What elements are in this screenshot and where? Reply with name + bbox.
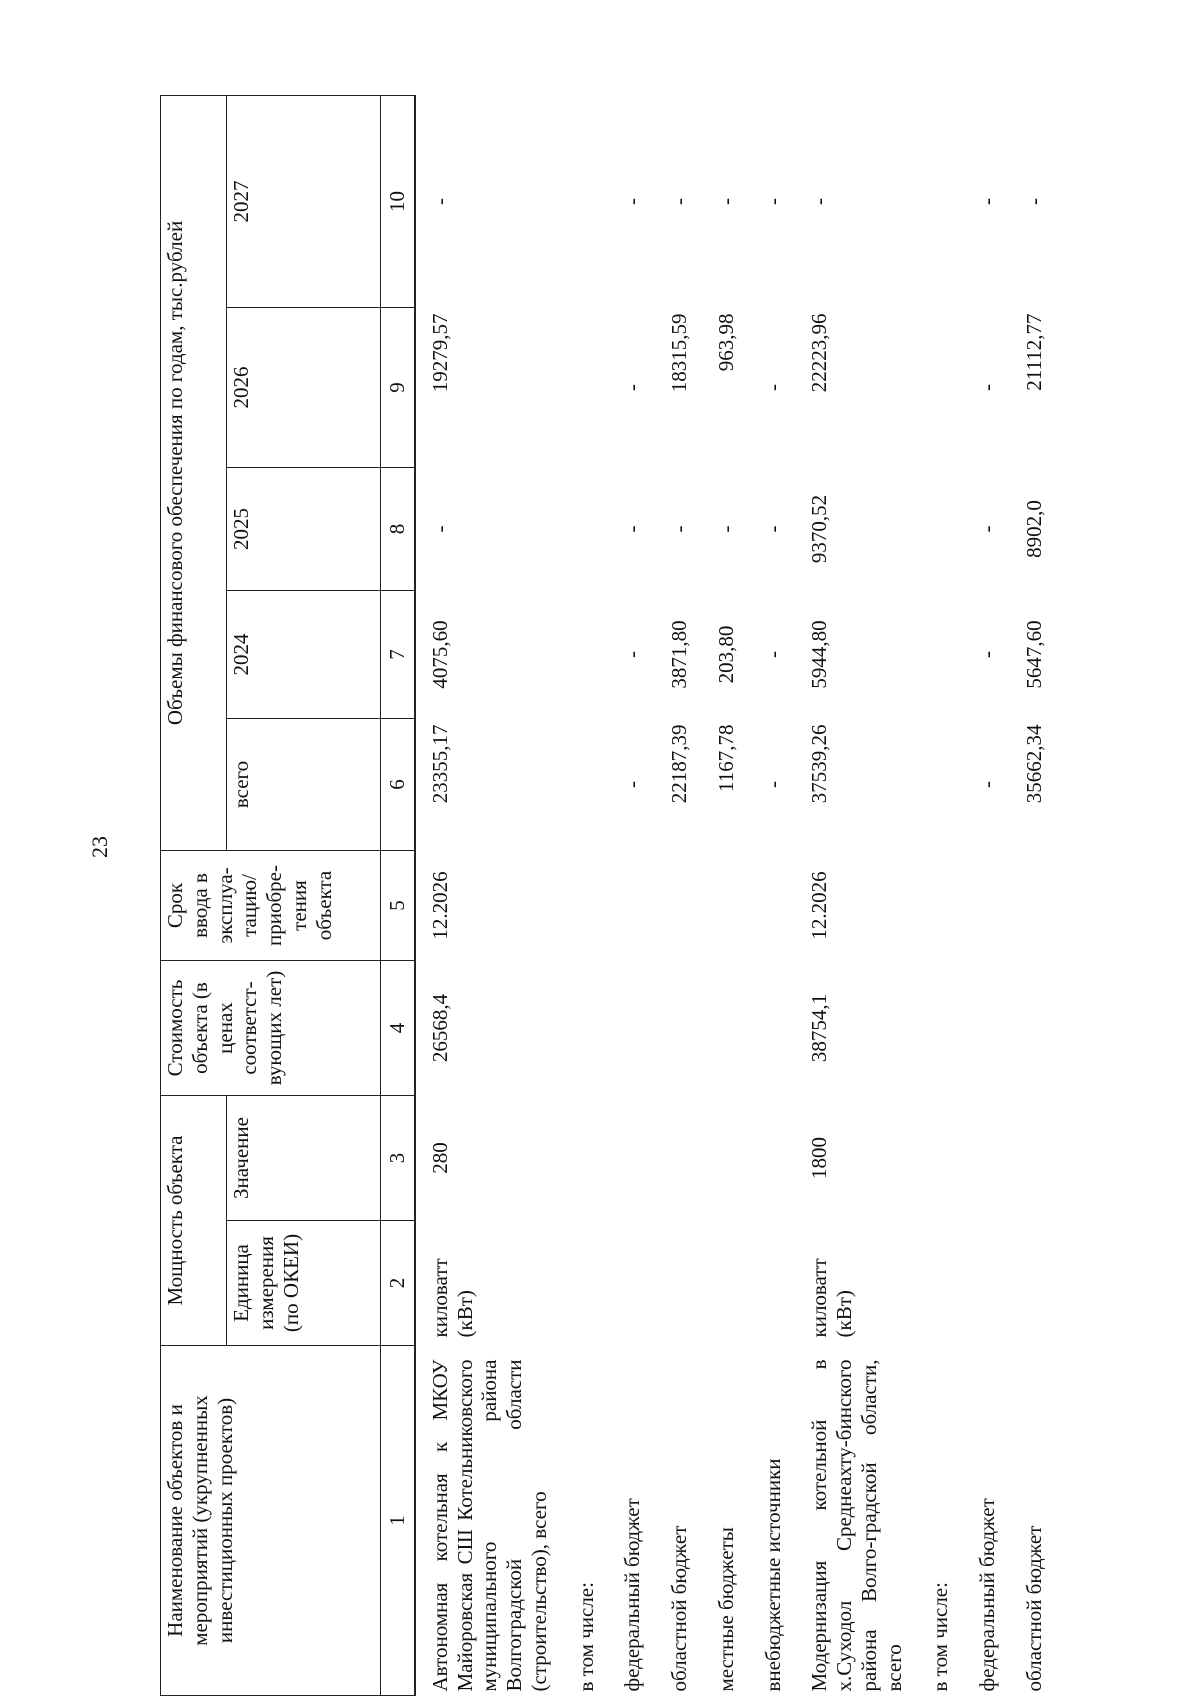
- row-2027: -: [1022, 197, 1047, 205]
- row-value: [600, 1096, 647, 1221]
- row-cost: [908, 961, 955, 1096]
- row-total: -: [620, 781, 645, 788]
- header-year-2027: 2027: [227, 95, 381, 307]
- row-cost: [955, 961, 1002, 1096]
- header-cost: Стоимость объекта (в ценах соответст-вующих лет): [161, 961, 381, 1096]
- row-total: 35662,34: [1022, 724, 1047, 804]
- row-name: в том числе:: [573, 1582, 598, 1692]
- row-2026: -: [760, 384, 785, 391]
- row-2024: 4075,60: [427, 620, 452, 689]
- row-name: местные бюджеты: [713, 1527, 738, 1692]
- row-2024: -: [760, 651, 785, 658]
- row-2026: 18315,59: [667, 313, 692, 393]
- row-date: [647, 851, 694, 961]
- row-2025: -: [427, 525, 452, 533]
- row-name: федеральный бюджет: [975, 1498, 1000, 1692]
- row-value: [955, 1096, 1002, 1221]
- row-unit: [600, 1221, 647, 1346]
- row-value: [741, 1096, 788, 1221]
- row-unit: [647, 1221, 694, 1346]
- row-cost: [600, 961, 647, 1096]
- row-2025: 9370,52: [807, 494, 832, 564]
- table-row-extrabudgetary: [741, 95, 788, 1695]
- row-2026: [554, 308, 601, 468]
- row-date: [694, 851, 741, 961]
- table-row-federal: [955, 95, 1002, 1695]
- page-number: 23: [87, 836, 112, 858]
- row-2025: [554, 468, 601, 591]
- row-date: [1002, 851, 1049, 961]
- row-name: областной бюджет: [667, 1525, 692, 1692]
- row-name: в том числе:: [928, 1582, 953, 1692]
- row-2024: -: [620, 651, 645, 658]
- row-name: внебюджетные источники: [760, 1458, 785, 1692]
- header-capacity: Мощность объекта: [161, 1096, 227, 1346]
- row-2024: [908, 591, 955, 719]
- row-2026: 963,98: [713, 313, 738, 372]
- header-name: Наименование объектов и мероприятий (укрупненных инвестиционных проектов): [161, 1346, 381, 1696]
- row-cost: [1002, 961, 1049, 1096]
- header-value: Значение: [227, 1096, 381, 1221]
- row-date: [600, 851, 647, 961]
- column-number: 6: [381, 719, 415, 851]
- column-number: 3: [381, 1096, 415, 1221]
- column-number: 7: [381, 591, 415, 719]
- row-unit: [908, 1221, 955, 1346]
- row-2027: -: [427, 197, 452, 205]
- row-2025: -: [975, 525, 1000, 533]
- row-2027: -: [620, 197, 645, 205]
- row-value: [647, 1096, 694, 1221]
- row-name: федеральный бюджет: [620, 1498, 645, 1692]
- header-year-2025: 2025: [227, 468, 381, 591]
- row-2027: -: [713, 197, 738, 205]
- header-year-2026: 2026: [227, 308, 381, 468]
- row-unit: [554, 1221, 601, 1346]
- row-total: [908, 719, 955, 851]
- row-value: [554, 1096, 601, 1221]
- row-cost: [554, 961, 601, 1096]
- row-value: 280: [427, 1142, 452, 1174]
- row-2024: 203,80: [713, 625, 738, 684]
- row-name: областной бюджет: [1022, 1525, 1047, 1692]
- row-date: [741, 851, 788, 961]
- column-number-row: [381, 95, 415, 1695]
- row-2024: 5647,60: [1022, 620, 1047, 689]
- row-total: -: [975, 781, 1000, 788]
- row-2027: -: [975, 197, 1000, 205]
- row-total: 23355,17: [427, 724, 452, 804]
- row-2025: -: [713, 525, 738, 533]
- column-number: 5: [381, 851, 415, 961]
- header-year-2024: 2024: [227, 591, 381, 719]
- row-date: [955, 851, 1002, 961]
- table-row-regional: [1002, 95, 1049, 1695]
- header-commission: Срок ввода в эксплуа-тацию/ приобре-тения объекта: [161, 851, 381, 961]
- row-2024: [554, 591, 601, 719]
- row-2027: -: [667, 197, 692, 205]
- row-2024: 3871,80: [667, 620, 692, 689]
- row-unit: киловатт (кВт): [427, 1258, 477, 1338]
- table-row-project-1-total: [415, 95, 554, 1695]
- row-value: [694, 1096, 741, 1221]
- row-total: 37539,26: [807, 724, 832, 804]
- rotated-page-content: [160, 96, 1200, 1696]
- header-funding: Объемы финансового обеспечения по годам, тыс.рублей: [161, 95, 227, 850]
- row-date: [908, 851, 955, 961]
- header-unit: Единица измерения (по ОКЕИ): [227, 1221, 381, 1346]
- row-value: [1002, 1096, 1049, 1221]
- row-cost: 26568,4: [427, 993, 452, 1063]
- row-name: Модернизация котельной в х.Суходол Среднеахту-бинского района Волго-градской области, всего: [807, 1359, 906, 1692]
- row-cost: [647, 961, 694, 1096]
- row-date: [554, 851, 601, 961]
- row-2025: -: [667, 525, 692, 533]
- row-2026: -: [975, 384, 1000, 391]
- header-total: всего: [227, 719, 381, 851]
- row-name: Автономная котельная к МКОУ Майоровская СШ Котельниковского муниципального района Волгоградской области (строительство), всего: [427, 1359, 551, 1692]
- column-number: 4: [381, 961, 415, 1096]
- column-number: 2: [381, 1221, 415, 1346]
- row-unit: [955, 1221, 1002, 1346]
- row-2026: [908, 308, 955, 468]
- row-value: [908, 1096, 955, 1221]
- row-total: -: [760, 781, 785, 788]
- column-number: 1: [381, 1346, 415, 1696]
- row-2027: -: [807, 197, 832, 205]
- row-2027: [554, 95, 601, 307]
- row-cost: [694, 961, 741, 1096]
- row-value: 1800: [807, 1137, 832, 1179]
- row-total: 22187,39: [667, 724, 692, 804]
- row-2025: -: [760, 525, 785, 533]
- row-date: 12.2026: [807, 871, 832, 940]
- table-row-federal: [600, 95, 647, 1695]
- column-number: 10: [381, 95, 415, 307]
- table-row-local: [694, 95, 741, 1695]
- row-2024: 5944,80: [807, 620, 832, 689]
- column-number: 8: [381, 468, 415, 591]
- financing-table: [160, 95, 1049, 1696]
- table-row-including: [554, 95, 601, 1695]
- row-unit: [1002, 1221, 1049, 1346]
- row-unit: [694, 1221, 741, 1346]
- row-2025: -: [620, 525, 645, 533]
- row-unit: [741, 1221, 788, 1346]
- row-2025: 8902,0: [1022, 500, 1047, 558]
- row-2027: [908, 95, 955, 307]
- row-unit: киловатт (кВт): [807, 1258, 857, 1338]
- row-2024: -: [975, 651, 1000, 658]
- column-number: 9: [381, 308, 415, 468]
- row-cost: 38754,1: [807, 993, 832, 1063]
- row-2026: 19279,57: [427, 313, 452, 393]
- table-row-including: [908, 95, 955, 1695]
- row-total: 1167,78: [713, 724, 738, 792]
- table-row-regional: [647, 95, 694, 1695]
- row-2026: 22223,96: [807, 313, 832, 393]
- row-date: 12.2026: [427, 871, 452, 940]
- row-2026: -: [620, 384, 645, 391]
- row-total: [554, 719, 601, 851]
- row-2025: [908, 468, 955, 591]
- row-2026: 21112,77: [1022, 313, 1047, 391]
- row-2027: -: [760, 197, 785, 205]
- table-row-project-2-total: [787, 95, 908, 1695]
- row-cost: [741, 961, 788, 1096]
